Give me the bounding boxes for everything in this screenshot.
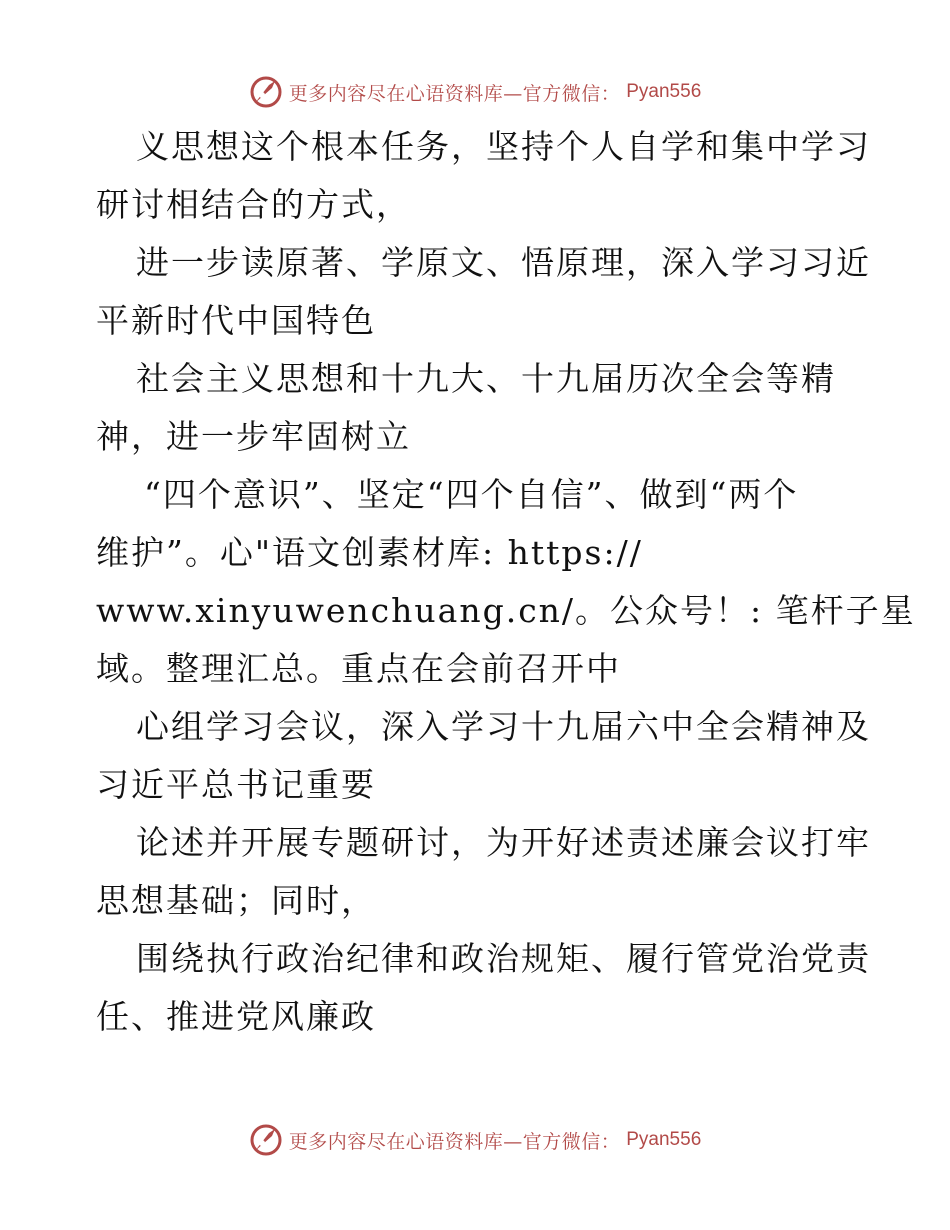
footer-banner-text: 更多内容尽在心语资料库—官方微信： [288, 1130, 621, 1153]
header-wechat-id: Pyan556 [626, 81, 702, 102]
header-banner [0, 72, 950, 112]
body-line: 进一步读原著、学原文、悟原理，深入学习习近 [136, 243, 871, 282]
body-line: 围绕执行政治纪律和政治规矩、履行管党治党责 [136, 939, 871, 978]
body-line: 域。整理汇总。重点在会前召开中 [96, 649, 621, 688]
body-line: 习近平总书记重要 [96, 765, 376, 804]
body-line: www.xinyuwenchuang.cn/。公众号！: 笔杆子星 [96, 591, 916, 630]
footer-banner [0, 1120, 950, 1160]
footer-wechat-id: Pyan556 [626, 1129, 702, 1150]
body-line: 思想基础；同时， [96, 881, 376, 920]
body-line: 论述并开展专题研讨，为开好述责述廉会议打牢 [136, 823, 871, 862]
body-line: 平新时代中国特色 [96, 301, 376, 340]
body-line: “四个意识”、坚定“四个自信”、做到“两个 [144, 475, 799, 514]
body-line: 研讨相结合的方式， [96, 185, 411, 224]
document-body [96, 118, 916, 1046]
body-line: 心组学习会议，深入学习十九届六中全会精神及 [136, 707, 871, 746]
body-line: 任、推进党风廉政 [96, 997, 376, 1036]
quill-logo-icon [249, 1123, 283, 1157]
body-line: 义思想这个根本任务，坚持个人自学和集中学习 [136, 127, 871, 166]
header-banner-text: 更多内容尽在心语资料库—官方微信： [288, 82, 621, 105]
body-line: 社会主义思想和十九大、十九届历次全会等精 [136, 359, 836, 398]
quill-logo-icon [249, 75, 283, 109]
body-line: 神，进一步牢固树立 [96, 417, 411, 456]
body-line: 维护”。心"语文创素材库: https:// [96, 533, 643, 572]
